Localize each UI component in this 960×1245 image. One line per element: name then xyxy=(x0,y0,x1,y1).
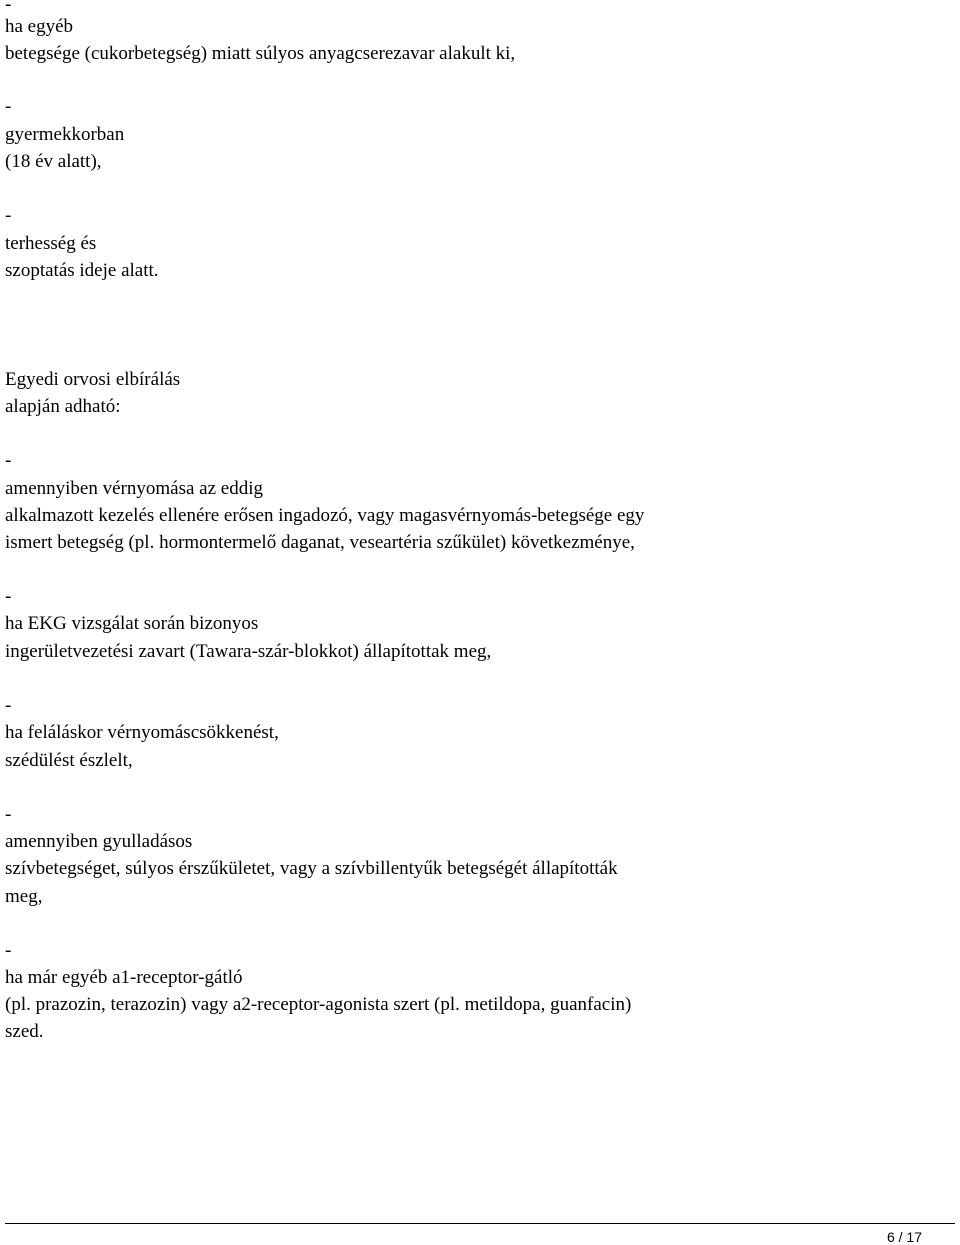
list-dash: - xyxy=(5,804,12,825)
list-dash: - xyxy=(5,450,12,471)
text-line: alkalmazott kezelés ellenére erősen ingadozó, vagy magasvérnyomás-betegsége egy xyxy=(5,505,645,526)
text-line: gyermekkorban xyxy=(5,124,125,145)
list-dash: - xyxy=(5,0,12,15)
list-dash: - xyxy=(5,586,12,607)
text-line: (18 év alatt), xyxy=(5,151,102,172)
section-intro-line: alapján adható: xyxy=(5,396,121,417)
text-line: amennyiben vérnyomása az eddig xyxy=(5,478,263,499)
text-line: ha EKG vizsgálat során bizonyos xyxy=(5,613,259,634)
text-line: betegsége (cukorbetegség) miatt súlyos anyagcserezavar alakult ki, xyxy=(5,43,516,64)
section-intro-line: Egyedi orvosi elbírálás xyxy=(5,369,181,390)
text-line: szédülést észlelt, xyxy=(5,750,133,771)
text-line: ingerületvezetési zavart (Tawara-szár-blokkot) állapítottak meg, xyxy=(5,641,492,662)
text-line: terhesség és xyxy=(5,233,97,254)
text-line: szoptatás ideje alatt. xyxy=(5,260,159,281)
list-dash: - xyxy=(5,205,12,226)
text-line: meg, xyxy=(5,886,43,907)
list-dash: - xyxy=(5,695,12,716)
text-line: szívbetegséget, súlyos érszűkületet, vagy a szívbillentyűk betegségét állapították xyxy=(5,858,618,879)
list-dash: - xyxy=(5,940,12,961)
text-line: ismert betegség (pl. hormontermelő daganat, veseartéria szűkület) következménye, xyxy=(5,532,635,553)
text-line: ha egyéb xyxy=(5,16,74,37)
footer-divider xyxy=(5,1223,955,1224)
text-line: ha már egyéb a1-receptor-gátló xyxy=(5,967,243,988)
text-line: (pl. prazozin, terazozin) vagy a2-receptor-agonista szert (pl. metildopa, guanfacin) xyxy=(5,994,632,1015)
text-line: ha feláláskor vérnyomáscsökkenést, xyxy=(5,722,279,743)
text-line: amennyiben gyulladásos xyxy=(5,831,193,852)
page-number: 6 / 17 xyxy=(886,1229,922,1245)
text-line: szed. xyxy=(5,1021,44,1042)
list-dash: - xyxy=(5,96,12,117)
